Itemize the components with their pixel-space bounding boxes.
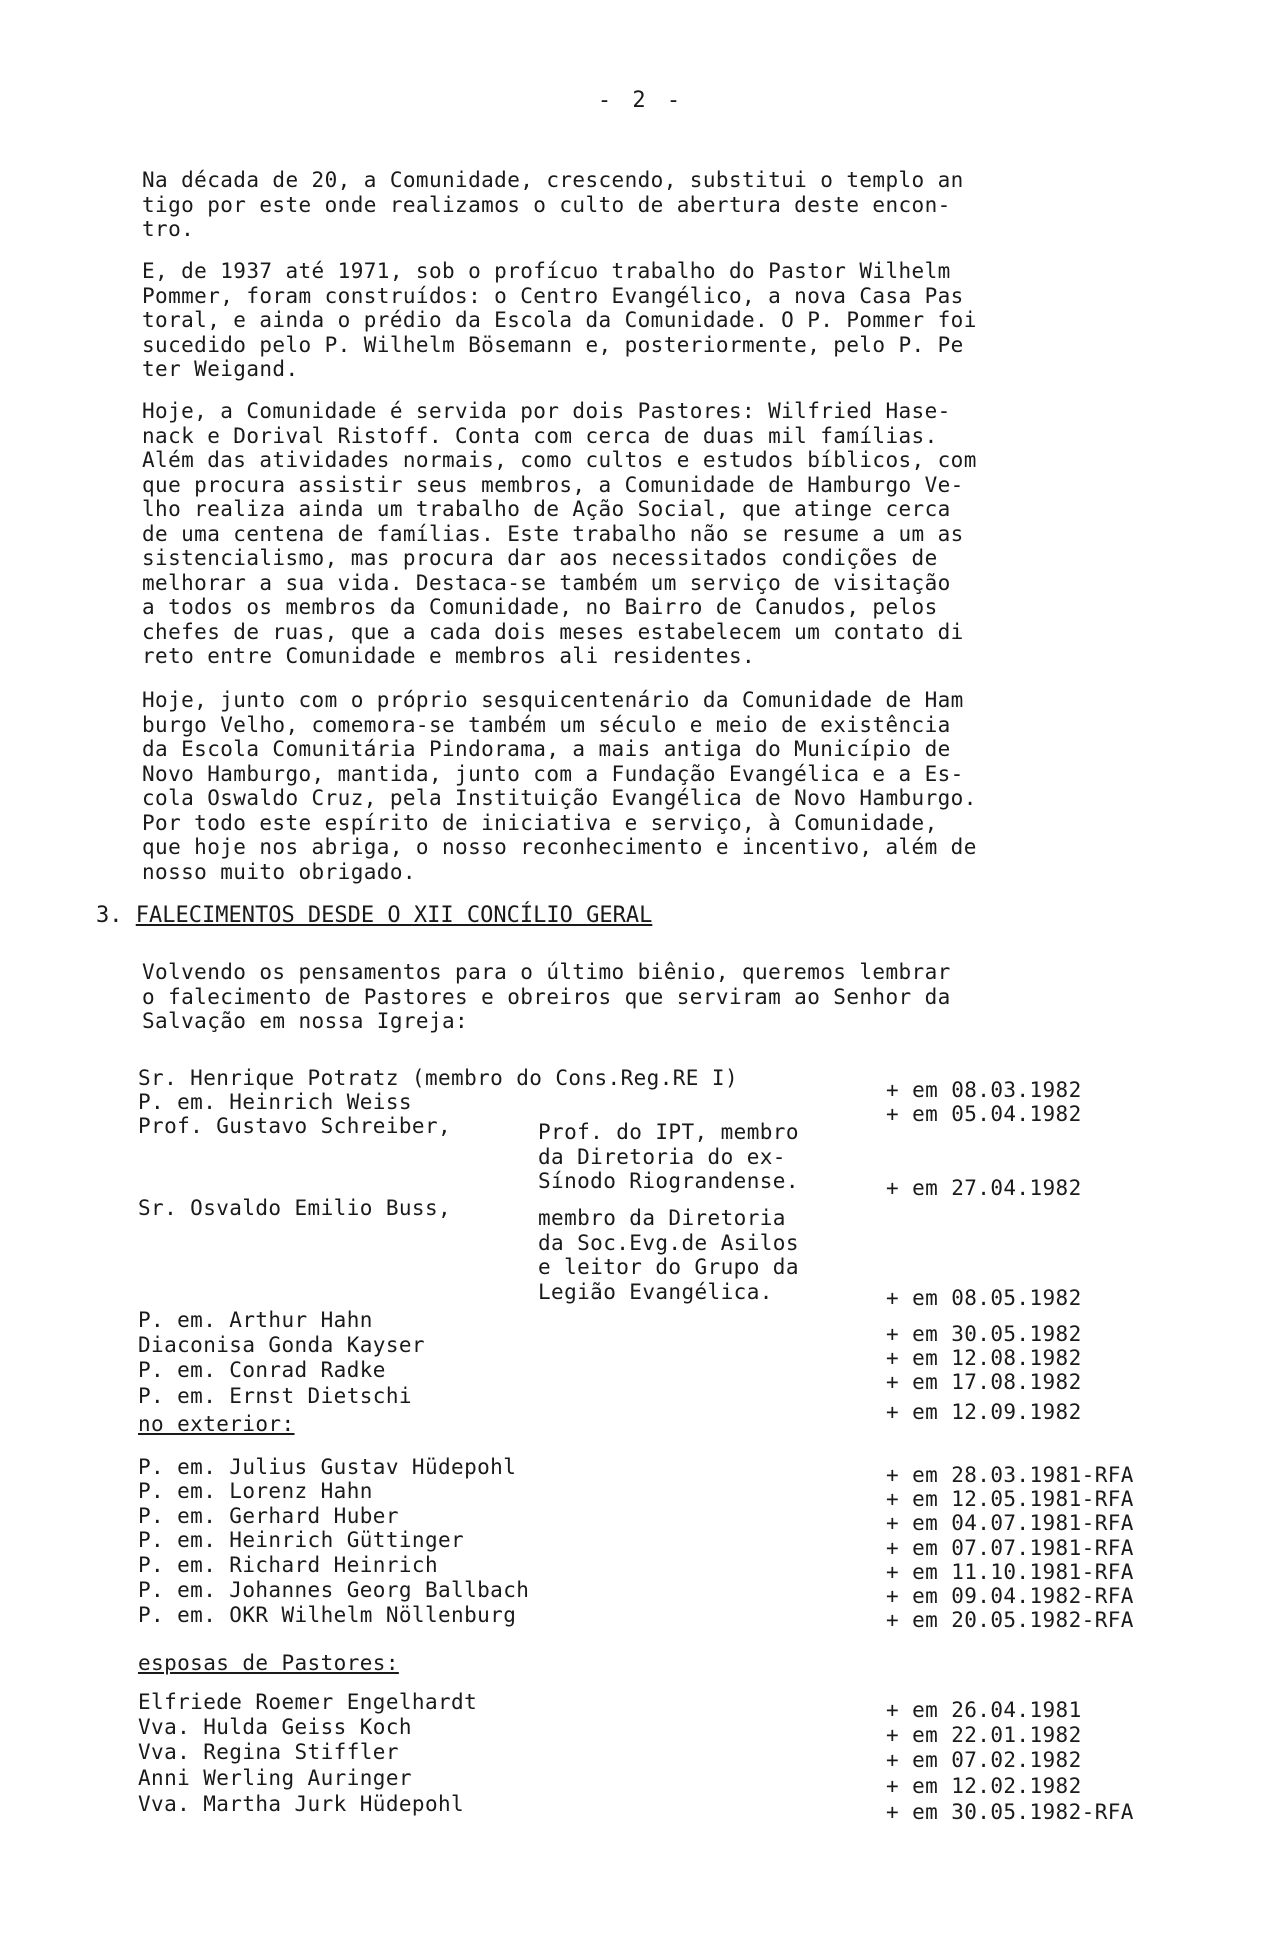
deceased-date: + em 12.02.1982: [886, 1774, 1082, 1798]
deceased-name: Diaconisa Gonda Kayser: [138, 1333, 425, 1357]
exterior-label: no exterior:: [138, 1412, 295, 1436]
intro-text: Volvendo os pensamentos para o último biênio, queremos lembrar o falecimento de Pastores e obreiros que serviram ao Senhor da Salvação em nossa Igreja:: [142, 960, 951, 1033]
deceased-date: + em 27.04.1982: [886, 1176, 1082, 1200]
deceased-date: + em 12.08.1982: [886, 1346, 1082, 1370]
deceased-name: P. em. Conrad Radke: [138, 1358, 386, 1382]
deceased-name: P. em. Ernst Dietschi: [138, 1384, 412, 1408]
paragraph-text: E, de 1937 até 1971, sob o profícuo trabalho do Pastor Wilhelm Pommer, foram construídos: o Centro Evangélico, a nova Casa Pas toral, e ainda o prédio da Escola da Comunidade. O P. Pommer foi sucedido pelo P. Wilhelm Bösemann e, posteriormente, pelo P. Pe ter Weigand.: [142, 259, 977, 381]
deceased-name: Prof. Gustavo Schreiber,: [138, 1114, 452, 1138]
deceased-date: + em 07.02.1982: [886, 1748, 1082, 1772]
deceased-date: + em 26.04.1981: [886, 1698, 1082, 1722]
deceased-date: + em 07.07.1981-RFA: [886, 1536, 1134, 1560]
deceased-date: + em 30.05.1982: [886, 1322, 1082, 1346]
deceased-name: P. em. Richard Heinrich: [138, 1553, 438, 1577]
deceased-name: P. em. Arthur Hahn: [138, 1308, 373, 1332]
deceased-name: Sr. Henrique Potratz (membro do Cons.Reg.RE I): [138, 1066, 738, 1090]
deceased-name: Vva. Martha Jurk Hüdepohl: [138, 1792, 465, 1816]
deceased-name: P. em. Heinrich Weiss: [138, 1090, 412, 1114]
section-heading: [96, 903, 652, 928]
deceased-date: + em 12.09.1982: [886, 1400, 1082, 1424]
deceased-name: P. em. Lorenz Hahn: [138, 1479, 373, 1503]
section-intro: [142, 960, 1142, 1034]
deceased-description: Prof. do IPT, membro da Diretoria do ex- Sínodo Riograndense.: [538, 1120, 799, 1193]
deceased-name: P. em. Julius Gustav Hüdepohl: [138, 1455, 517, 1479]
paragraph-1937-1971: [142, 259, 1142, 382]
paragraph-text: Hoje, junto com o próprio sesquicentenário da Comunidade de Ham burgo Velho, comemora-se também um século e meio de existência da Escola Comunitária Pindorama, a mais antiga do Município de Novo Hamburgo, mantida, junto com a Fundação Evangélica e a Es- cola Oswaldo Cruz, pela Instituição Evangélica de Novo Hamburgo. Por todo este espírito de iniciativa e serviço, à Comunidade, que hoje nos abriga, o nosso reconhecimento e incentivo, além de nosso muito obrigado.: [142, 688, 977, 884]
deceased-name: Sr. Osvaldo Emilio Buss,: [138, 1196, 452, 1220]
paragraph-decade-20: [142, 168, 1142, 242]
paragraph-text: Na década de 20, a Comunidade, crescendo, substitui o templo an tigo por este onde realizamos o culto de abertura deste encon- tro.: [142, 168, 964, 241]
deceased-name: P. em. Johannes Georg Ballbach: [138, 1578, 530, 1602]
deceased-date: + em 30.05.1982-RFA: [886, 1800, 1134, 1824]
page-number: - 2 -: [597, 88, 685, 113]
deceased-date: + em 12.05.1981-RFA: [886, 1487, 1134, 1511]
deceased-name: P. em. Heinrich Güttinger: [138, 1528, 465, 1552]
deceased-name: P. em. OKR Wilhelm Nöllenburg: [138, 1603, 517, 1627]
deceased-name: Vva. Hulda Geiss Koch: [138, 1715, 412, 1739]
deceased-name: Anni Werling Auringer: [138, 1766, 412, 1790]
deceased-date: + em 11.10.1981-RFA: [886, 1560, 1134, 1584]
deceased-date: + em 05.04.1982: [886, 1102, 1082, 1126]
deceased-date: + em 17.08.1982: [886, 1370, 1082, 1394]
wives-label: esposas de Pastores:: [138, 1651, 399, 1675]
deceased-date: + em 09.04.1982-RFA: [886, 1584, 1134, 1608]
paragraph-text: Hoje, a Comunidade é servida por dois Pastores: Wilfried Hase- nack e Dorival Ristoff. Conta com cerca de duas mil famílias. Além das atividades normais, como cultos e estudos bíblicos, com que procura assistir seus membros, a Comunidade de Hamburgo Ve- lho realiza ainda um trabalho de Ação Social, que atinge cerca de uma centena de famílias. Este trabalho não se resume a um as sistencialismo, mas procura dar aos necessitados condições de melhorar a sua vida. Destaca-se também um serviço de visitação a todos os membros da Comunidade, no Bairro de Canudos, pelos chefes de ruas, que a cada dois meses estabelecem um contato di reto entre Comunidade e membros ali residentes.: [142, 399, 977, 668]
deceased-date: + em 20.05.1982-RFA: [886, 1608, 1134, 1632]
deceased-name: Elfriede Roemer Engelhardt: [138, 1690, 478, 1714]
deceased-name: P. em. Gerhard Huber: [138, 1504, 399, 1528]
section-title: FALECIMENTOS DESDE O XII CONCÍLIO GERAL: [135, 903, 653, 928]
paragraph-sesquicentennial: [142, 688, 1142, 884]
paragraph-community-today: [142, 399, 1142, 669]
deceased-date: + em 08.03.1982: [886, 1078, 1082, 1102]
deceased-name: Vva. Regina Stiffler: [138, 1740, 399, 1764]
deceased-description: membro da Diretoria da Soc.Evg.de Asilos e leitor do Grupo da Legião Evangélica.: [538, 1206, 799, 1304]
deceased-date: + em 08.05.1982: [886, 1286, 1082, 1310]
deceased-date: + em 28.03.1981-RFA: [886, 1463, 1134, 1487]
deceased-date: + em 22.01.1982: [886, 1723, 1082, 1747]
deceased-date: + em 04.07.1981-RFA: [886, 1511, 1134, 1535]
section-number: 3.: [96, 903, 123, 928]
